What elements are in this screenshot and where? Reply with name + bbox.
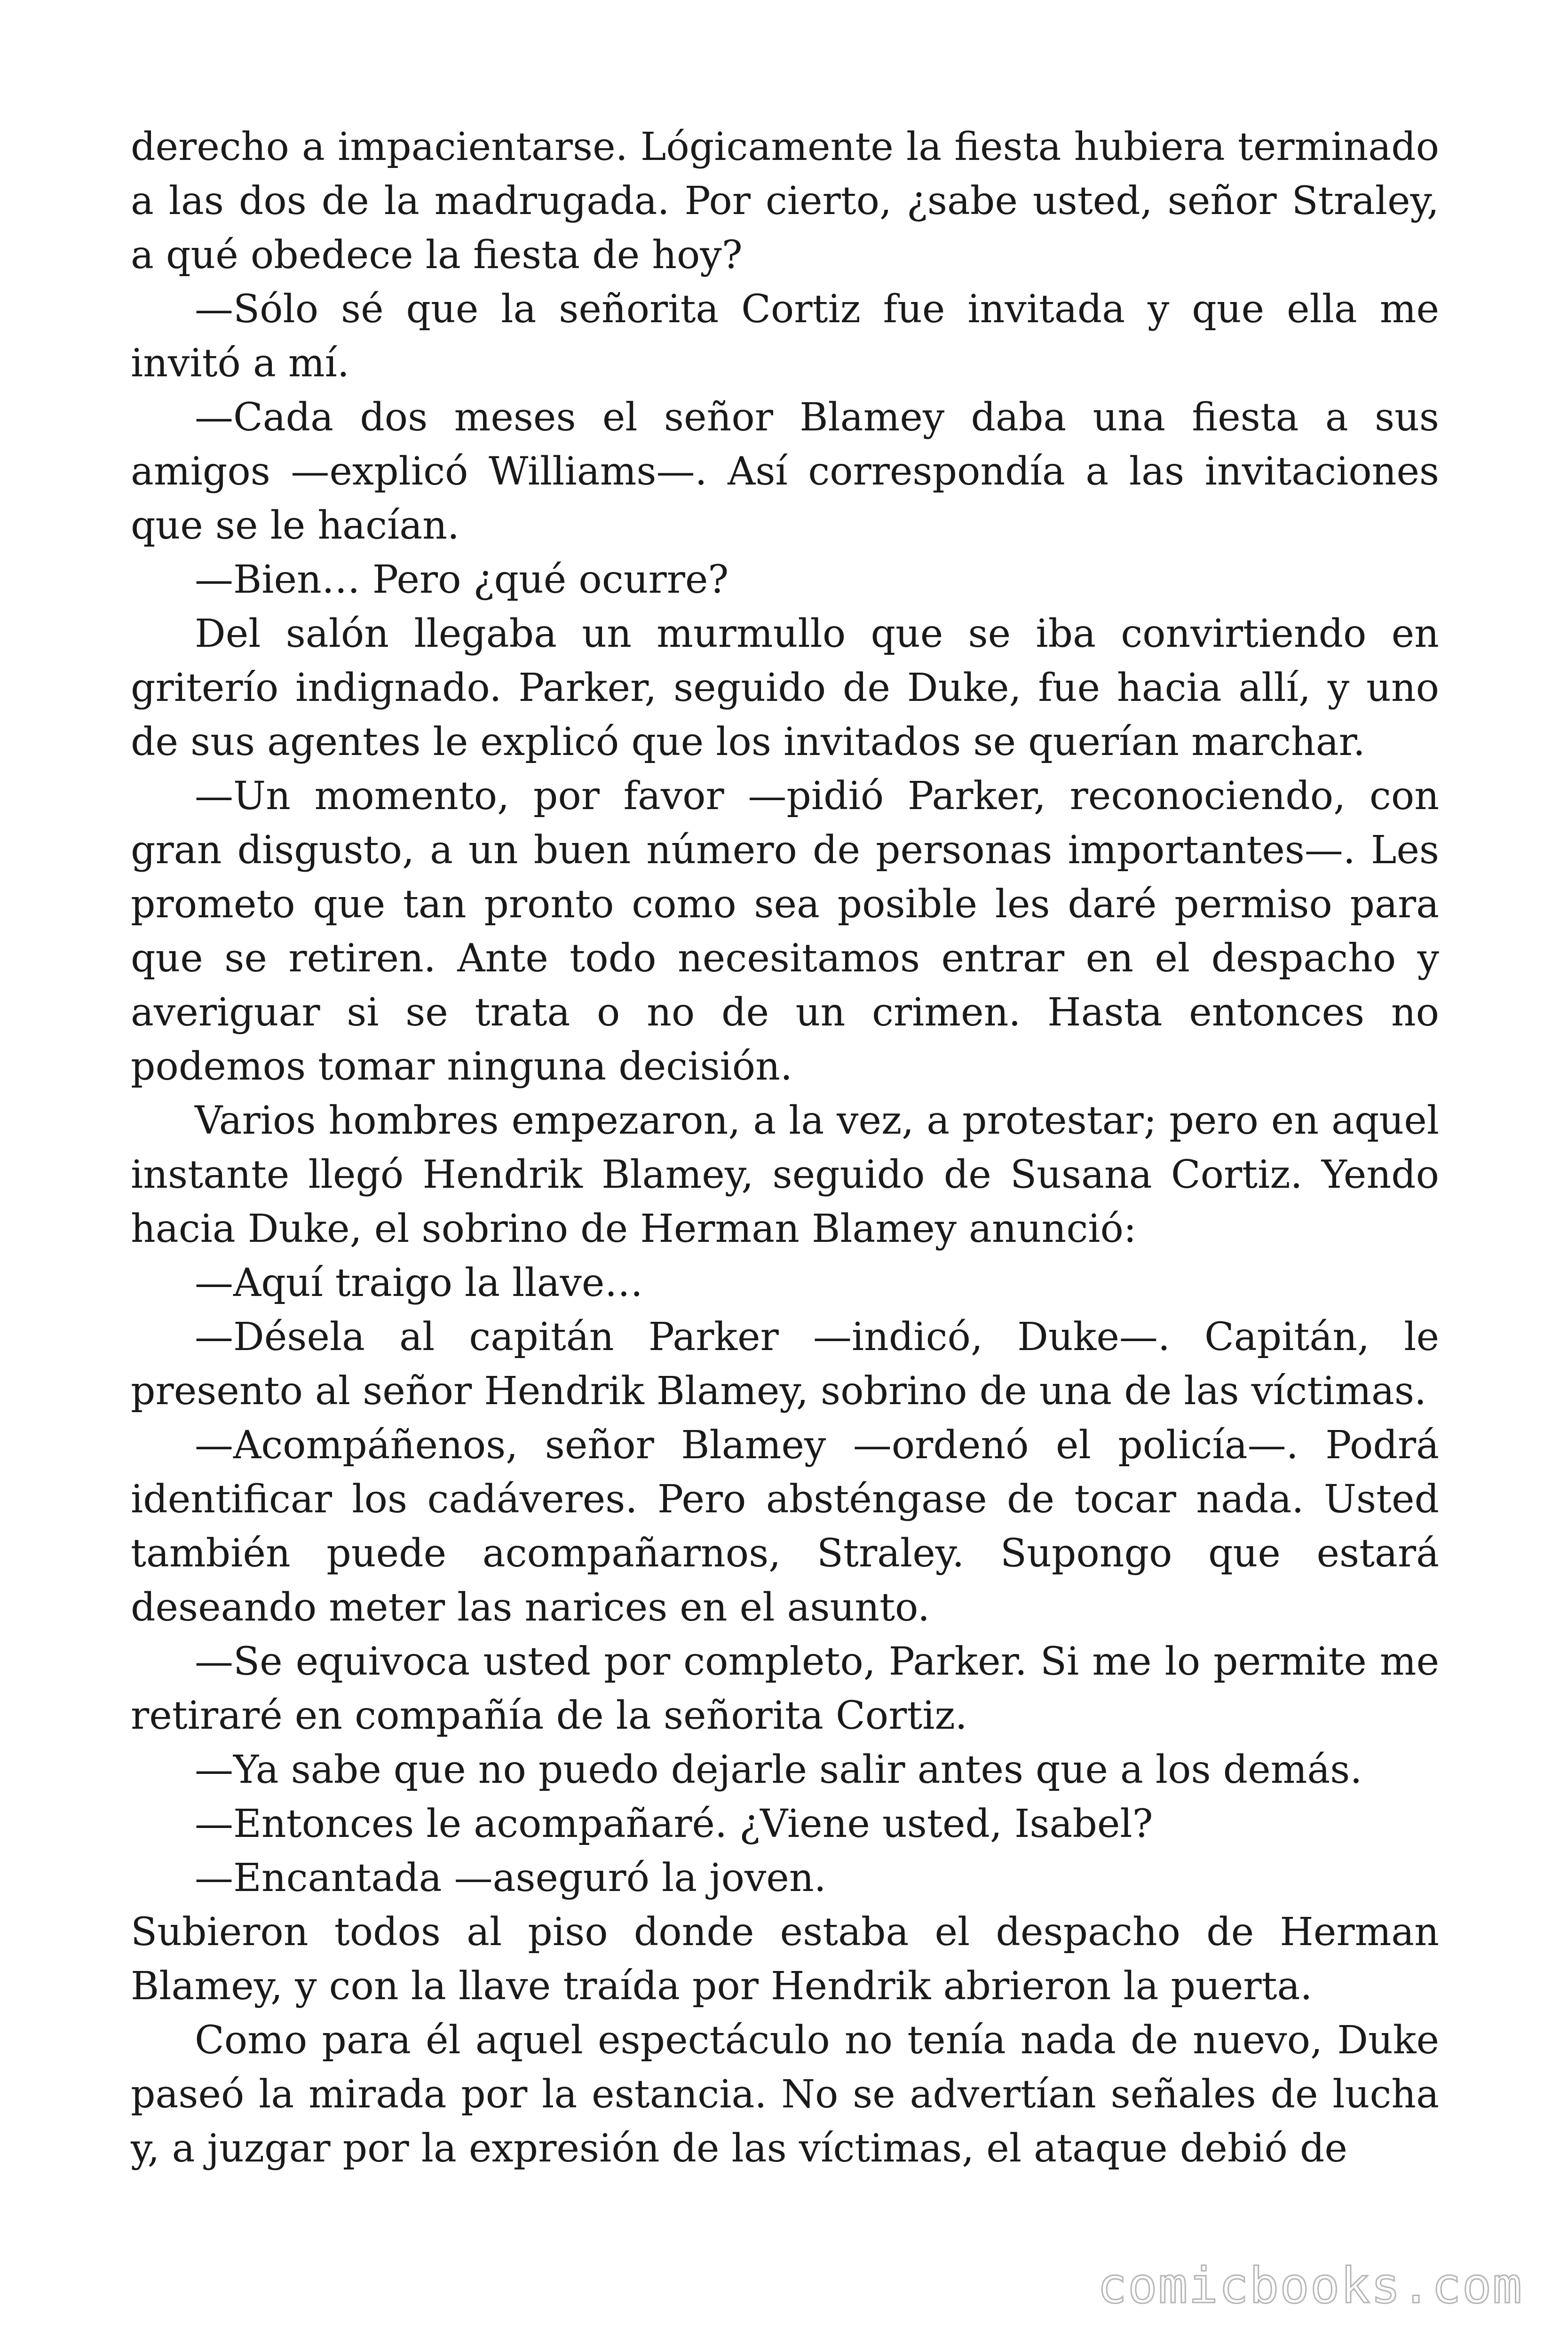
paragraph-14: —Encantada —aseguró la joven. — [195, 1856, 826, 1900]
paragraph-4: —Bien… Pero ¿qué ocurre? — [195, 557, 729, 602]
paragraph-13: —Entonces le acompañaré. ¿Viene usted, Isabel? — [195, 1802, 1153, 1846]
paragraph-6: —Un momento, por favor —pidió Parker, reconociendo, con gran disgusto, a un buen número de personas importantes—. Les prometo que tan pronto como sea posible les daré permiso para que se retiren. Ante todo necesitamos entrar en el despacho y averiguar si se trata o no de un crimen. Hasta entonces no podemos tomar ninguna decisión. — [131, 774, 1439, 1089]
paragraph-5: Del salón llegaba un murmullo que se iba convirtiendo en griterío indignado. Parker, seguido de Duke, fue hacia allí, y uno de sus agentes le explicó que los invitados se querían marchar. — [131, 612, 1439, 764]
paragraph-11: —Se equivoca usted por completo, Parker. Si me lo permite me retiraré en compañía de la señorita Cortiz. — [131, 1639, 1439, 1738]
paragraph-16: Como para él aquel espectáculo no tenía nada de nuevo, Duke paseó la mirada por la estancia. No se advertían señales de lucha y, a juzgar por la expresión de las víctimas, el ataque debió de — [131, 2018, 1439, 2171]
paragraph-2: —Sólo sé que la señorita Cortiz fue invitada y que ella me invitó a mí. — [131, 287, 1439, 386]
paragraph-3: —Cada dos meses el señor Blamey daba una fiesta a sus amigos —explicó Williams—. Así correspondía a las invitaciones que se le hacían. — [131, 395, 1439, 548]
paragraph-15: Subieron todos al piso donde estaba el despacho de Herman Blamey, y con la llave traída por Hendrik abrieron la puerta. — [131, 1910, 1439, 2009]
paragraph-1: derecho a impacientarse. Lógicamente la fiesta hubiera terminado a las dos de la madrugada. Por cierto, ¿sabe usted, señor Straley, a qué obedece la fiesta de hoy? — [131, 125, 1439, 278]
paragraph-12: —Ya sabe que no puedo dejarle salir antes que a los demás. — [195, 1748, 1362, 1792]
paragraph-9: —Désela al capitán Parker —indicó, Duke—. Capitán, le presento al señor Hendrik Blamey, sobrino de una de las víctimas. — [131, 1315, 1439, 1414]
watermark: comicbooks.com — [1097, 2257, 1523, 2314]
paragraph-10: —Acompáñenos, señor Blamey —ordenó el policía—. Podrá identificar los cadáveres. Pero absténgase de tocar nada. Usted también puede acompañarnos, Straley. Supongo que estará deseando meter las narices en el asunto. — [131, 1423, 1439, 1630]
paragraph-8: —Aquí traigo la llave… — [195, 1261, 643, 1305]
body-text — [131, 120, 1439, 2176]
paragraph-7: Varios hombres empezaron, a la vez, a protestar; pero en aquel instante llegó Hendrik Blamey, seguido de Susana Cortiz. Yendo hacia Duke, el sobrino de Herman Blamey anunció: — [131, 1098, 1439, 1251]
